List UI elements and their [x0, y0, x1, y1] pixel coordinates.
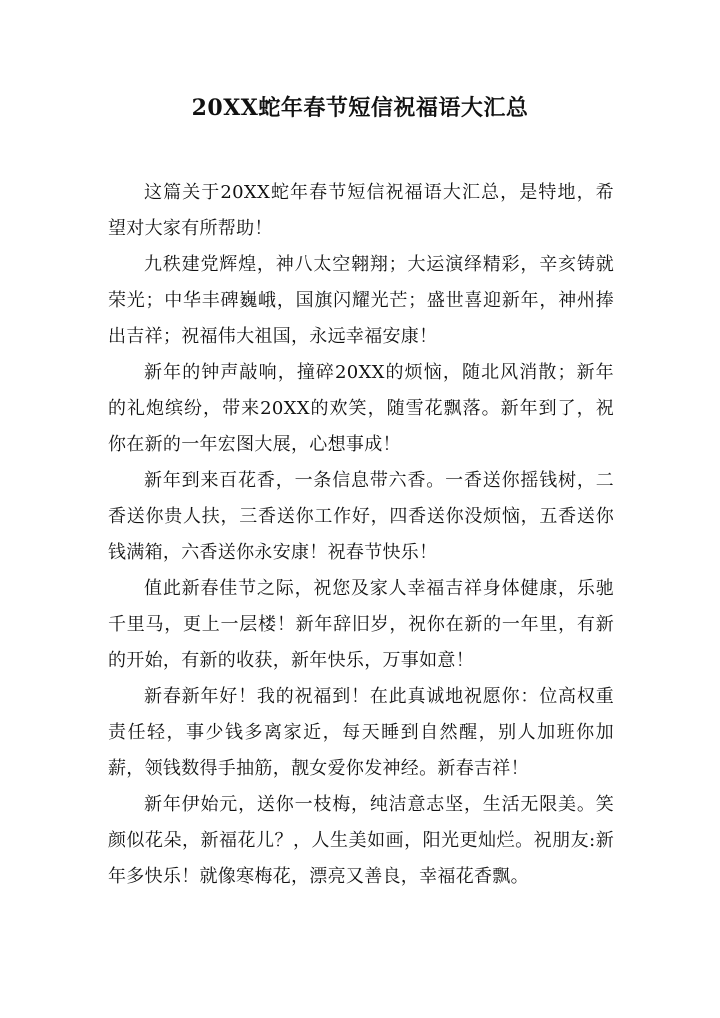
- paragraph-blessing-2: 新年的钟声敲响，撞碎20XX的烦恼，随北风消散；新年的礼炮缤纷，带来20XX的欢笑，随雪花飘落。新年到了，祝你在新的一年宏图大展，心想事成！: [108, 362, 614, 455]
- paragraph-blessing-6: 新年伊始元，送你一枝梅，纯洁意志坚，生活无限美。笑颜似花朵，新福花儿？，人生美如画，阳光更灿烂。祝朋友:新年多快乐！就像寒梅花，漂亮又善良，幸福花香飘。: [108, 794, 614, 887]
- paragraph-intro: 这篇关于20XX蛇年春节短信祝福语大汇总，是特地，希望对大家有所帮助！: [108, 182, 614, 239]
- paragraph-blessing-3: 新年到来百花香，一条信息带六香。一香送你摇钱树，二香送你贵人扶，三香送你工作好，四香送你没烦恼，五香送你钱满箱，六香送你永安康！祝春节快乐！: [108, 470, 614, 563]
- document-title: 20XX蛇年春节短信祝福语大汇总: [191, 95, 529, 121]
- document-body: [108, 175, 614, 895]
- paragraph-blessing-4: 值此新春佳节之际，祝您及家人幸福吉祥身体健康，乐驰千里马，更上一层楼！新年辞旧岁，祝你在新的一年里，有新的开始，有新的收获，新年快乐，万事如意！: [108, 578, 614, 671]
- paragraph-blessing-5: 新春新年好！我的祝福到！在此真诚地祝愿你：位高权重责任轻，事少钱多离家近，每天睡到自然醒，别人加班你加薪，领钱数得手抽筋，靓女爱你发神经。新春吉祥！: [108, 686, 614, 779]
- paragraph-blessing-1: 九秩建党辉煌，神八太空翱翔；大运演绎精彩，辛亥铸就荣光；中华丰碑巍峨，国旗闪耀光芒；盛世喜迎新年，神州捧出吉祥；祝福伟大祖国，永远幸福安康！: [108, 254, 614, 347]
